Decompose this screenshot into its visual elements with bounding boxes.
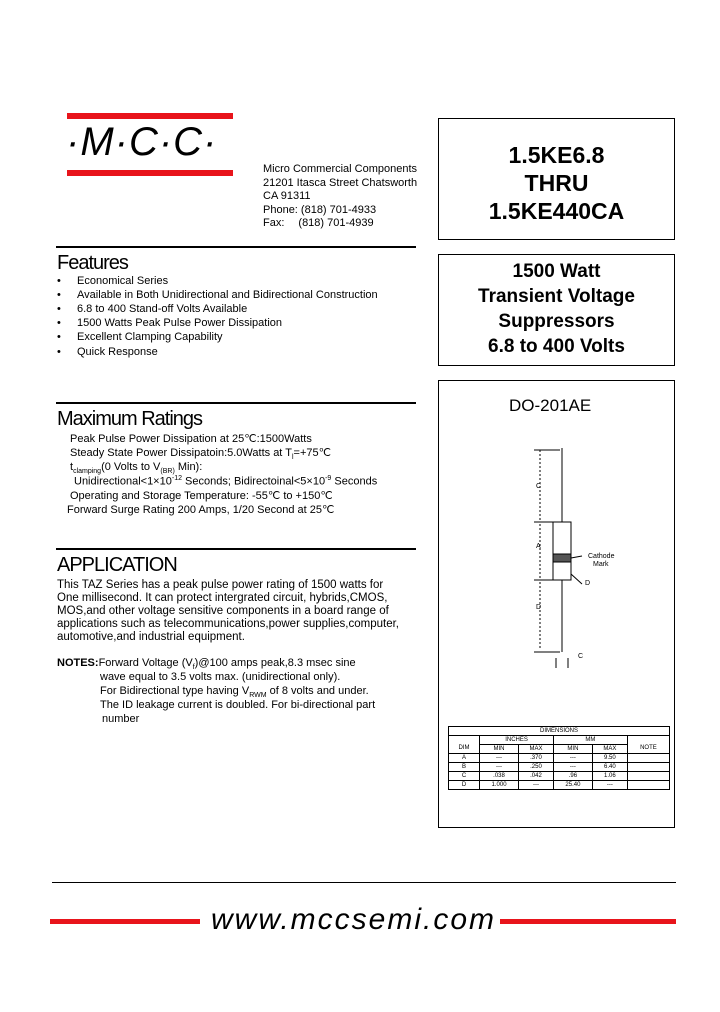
notes-label: NOTES: — [57, 657, 99, 669]
company-street: 21201 Itasca Street Chatsworth — [263, 176, 418, 189]
cell: .370 — [518, 754, 553, 763]
feature-item: • Economical Series — [57, 275, 169, 287]
company-name: Micro Commercial Components — [263, 163, 418, 175]
footer-left-bar — [50, 919, 200, 924]
cell: 25.40 — [553, 781, 592, 790]
rating-surge: Forward Surge Rating 200 Amps, 1/20 Second at 25℃ — [67, 504, 335, 516]
dim-label-c-top: C — [536, 483, 542, 490]
group-inches: INCHES — [480, 736, 554, 745]
cell: A — [449, 754, 480, 763]
header-cell: MAX — [592, 745, 627, 754]
dimensions-title: DIMENSIONS — [449, 727, 670, 736]
application-line: automotive,and industrial equipment. — [57, 631, 245, 643]
feature-item: • 1500 Watts Peak Pulse Power Dissipation — [57, 317, 283, 329]
note-4: The ID leakage current is doubled. For bi-directional part — [100, 699, 376, 711]
company-city: CA 91311 — [263, 190, 311, 203]
cell: B — [449, 763, 480, 772]
part-number-box — [438, 118, 675, 240]
table-row — [449, 727, 670, 736]
cell: --- — [480, 754, 519, 763]
application-line: MOS,and other voltage sensitive components in a board range of — [57, 605, 389, 617]
dimensions-table — [448, 726, 670, 790]
table-row — [449, 736, 670, 745]
table-row — [449, 763, 670, 772]
dim-label-c-bottom: C — [578, 653, 584, 660]
package-outline-drawing — [520, 440, 650, 700]
cathode-label: Cathode — [588, 553, 615, 560]
cell: 9.50 — [592, 754, 627, 763]
fax-label: Fax: — [263, 217, 285, 230]
table-row — [449, 781, 670, 790]
cell — [627, 781, 669, 790]
mcc-logo: ·M·C·C· — [66, 120, 218, 164]
table-row — [449, 745, 670, 754]
desc-line-1: 1500 Watt — [512, 261, 601, 282]
table-row — [449, 772, 670, 781]
cell: --- — [553, 754, 592, 763]
desc-line-2: Transient Voltage — [478, 286, 635, 307]
note-2: wave equal to 3.5 volts max. (unidirectional only). — [100, 671, 341, 683]
features-heading: Features — [57, 252, 128, 274]
description-box — [438, 254, 675, 366]
cell — [627, 772, 669, 781]
rating-clamping-time: $t_{clamping}(0$ Volts to $V_{(BR)}$ Min): — [70, 461, 203, 476]
rating-uni-bi-times: $Unidirectional<1\times 10^{-12}$ Seconds; $Bidirectoinal<5\times 10^{-9}$ Seconds — [74, 475, 378, 488]
desc-line-4: 6.8 to 400 Volts — [488, 336, 625, 357]
dim-label-d-low: D — [536, 604, 542, 611]
cell: --- — [553, 763, 592, 772]
cell: D — [449, 781, 480, 790]
cell: C — [449, 772, 480, 781]
application-line: This TAZ Series has a peak pulse power rating of 1500 watts for — [57, 579, 384, 591]
part-line-3: 1.5KE440CA — [488, 198, 625, 224]
header-cell: DIM — [449, 745, 480, 754]
features-rule — [56, 246, 416, 248]
company-fax — [263, 217, 417, 231]
mark-label: Mark — [593, 561, 609, 568]
cell — [627, 754, 669, 763]
header-cell: NOTE — [627, 745, 669, 754]
header-cell: MIN — [553, 745, 592, 754]
cell: --- — [480, 763, 519, 772]
logo-bottom-bar — [67, 170, 233, 176]
cell: 6.40 — [592, 763, 627, 772]
footer-right-bar — [500, 919, 676, 924]
logo-top-bar — [67, 113, 233, 119]
cell: --- — [518, 781, 553, 790]
feature-item: • Available in Both Unidirectional and Bidirectional Construction — [57, 289, 378, 301]
ratings-rule — [56, 402, 416, 404]
dim-label-a: A — [536, 543, 541, 550]
cell: .042 — [518, 772, 553, 781]
cathode-band — [553, 554, 571, 562]
desc-line-3: Suppressors — [498, 311, 615, 332]
cell — [627, 763, 669, 772]
part-line-2: THRU — [524, 170, 589, 196]
cell: --- — [592, 781, 627, 790]
company-address — [263, 163, 417, 231]
note-3: For Bidirectional type having $V_{RWM}$ of 8 volts and under. — [100, 685, 369, 700]
header-cell: MAX — [518, 745, 553, 754]
header-cell: MIN — [480, 745, 519, 754]
dim-label-d-mid: D — [585, 580, 591, 587]
company-phone: Phone: (818) 701-4933 — [263, 203, 377, 216]
footer-rule — [52, 882, 676, 883]
table-row — [449, 754, 670, 763]
cell: .250 — [518, 763, 553, 772]
footer-url[interactable]: www.mccsemi.com — [211, 903, 497, 936]
cell: .038 — [480, 772, 519, 781]
part-line-1: 1.5KE6.8 — [508, 142, 605, 168]
application-line: One millisecond. It can protect intergrated circuit, hybrids,CMOS, — [57, 592, 388, 604]
application-rule — [56, 548, 416, 550]
application-line: applications such as telecommunications,power supplies,computer, — [57, 618, 399, 630]
package-name: DO-201AE — [509, 396, 592, 415]
feature-item: • Excellent Clamping Capability — [57, 331, 223, 343]
cell: .96 — [553, 772, 592, 781]
diode-body — [553, 522, 571, 580]
rating-peak-power: Peak Pulse Power Dissipation at 25℃:1500Watts — [70, 433, 312, 445]
fax-number: (818) 701-4939 — [298, 217, 374, 230]
rating-temperature: Operating and Storage Temperature: -55℃ to +150℃ — [70, 490, 333, 502]
rating-steady-state: Steady State Power Dissipatoin:5.0Watts at $T_l=+75℃$ — [70, 447, 331, 462]
feature-item: • Quick Response — [57, 346, 158, 358]
application-heading: APPLICATION — [57, 554, 177, 576]
cell: 1.000 — [480, 781, 519, 790]
feature-item: • 6.8 to 400 Stand-off Volts Available — [57, 303, 248, 315]
group-mm: MM — [553, 736, 627, 745]
note-1: NOTES:Forward Voltage $(V_f)@100$ amps peak,8.3 msec sine — [57, 657, 356, 672]
ratings-heading: Maximum Ratings — [57, 408, 203, 430]
note-5: number — [102, 713, 140, 725]
cell: 1.06 — [592, 772, 627, 781]
